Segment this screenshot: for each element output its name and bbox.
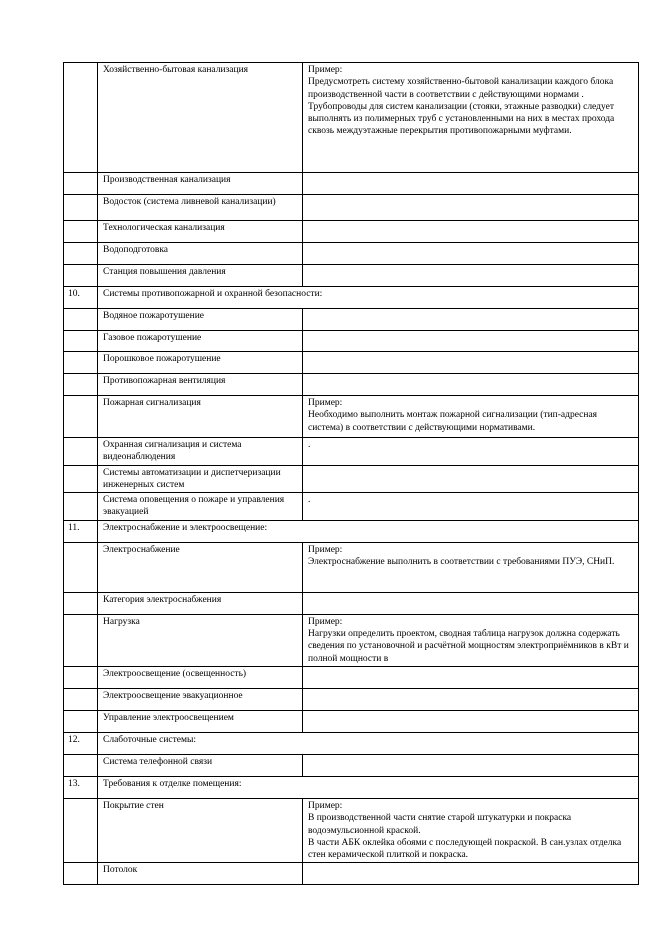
number-cell (64, 592, 98, 614)
note-cell (303, 465, 639, 493)
item-label: Охранная сигнализация и система видеонаблюдения (98, 438, 303, 466)
table-row (64, 688, 639, 710)
note-cell (303, 688, 639, 710)
section-row (64, 776, 639, 798)
table-row (64, 396, 639, 438)
item-label: Покрытие стен (98, 798, 303, 862)
note-cell (303, 63, 639, 173)
item-label: Нагрузка (98, 614, 303, 666)
table-row (64, 438, 639, 466)
table-row (64, 614, 639, 666)
section-title: Электроснабжение и электроосвещение: (98, 520, 639, 542)
item-label: Водяное пожаротушение (98, 309, 303, 331)
item-label: Управление электроосвещением (98, 710, 303, 732)
table-row (64, 592, 639, 614)
item-label: Потолок (98, 863, 303, 885)
section-number: 13. (64, 776, 98, 798)
item-label: Газовое пожаротушение (98, 331, 303, 352)
section-row (64, 732, 639, 754)
number-cell (64, 798, 98, 862)
number-cell (64, 63, 98, 173)
note-text: Нагрузки определить проектом, сводная таблица нагрузок должна содержать сведения по установочной и расчётной мощностям электроприёмников в кВт и полной мощности в (308, 629, 629, 664)
table-row (64, 710, 639, 732)
section-row (64, 520, 639, 542)
example-label: Пример: (308, 800, 343, 811)
note-cell (303, 173, 639, 195)
item-label: Станция повышения давления (98, 265, 303, 287)
table-row (64, 265, 639, 287)
note-cell (303, 710, 639, 732)
table-row (64, 63, 639, 173)
table-row (64, 493, 639, 521)
note-cell (303, 754, 639, 776)
item-label: Пожарная сигнализация (98, 396, 303, 438)
table-row (64, 542, 639, 592)
number-cell (64, 243, 98, 265)
example-label: Пример: (308, 544, 343, 555)
section-title: Системы противопожарной и охранной безопасности: (98, 287, 639, 309)
note-cell (303, 309, 639, 331)
item-label: Система телефонной связи (98, 754, 303, 776)
section-title: Требования к отделке помещения: (98, 776, 639, 798)
number-cell (64, 331, 98, 352)
table-row (64, 173, 639, 195)
note-cell (303, 352, 639, 374)
number-cell (64, 438, 98, 466)
item-label: Противопожарная вентиляция (98, 374, 303, 396)
number-cell (64, 666, 98, 688)
table-row (64, 754, 639, 776)
item-label: Категория электроснабжения (98, 592, 303, 614)
table-row (64, 243, 639, 265)
note-cell (303, 331, 639, 352)
number-cell (64, 173, 98, 195)
note-cell (303, 863, 639, 885)
table-row (64, 195, 639, 221)
item-label: Производственная канализация (98, 173, 303, 195)
item-label: Электроснабжение (98, 542, 303, 592)
note-text: . (308, 495, 311, 506)
number-cell (64, 754, 98, 776)
note-cell (303, 438, 639, 466)
note-text: Предусмотреть систему хозяйственно-бытовой канализации каждого блока производственной части в соответствии с действующими нормами . (308, 77, 614, 100)
table-row (64, 798, 639, 862)
number-cell (64, 396, 98, 438)
table-row (64, 221, 639, 243)
section-title: Слаботочные системы: (98, 732, 639, 754)
note-text: В части АБК оклейка обоями с последующей покраской. В сан.узлах отделка стен керамической плиткой и покраска. (308, 837, 622, 861)
note-cell (303, 374, 639, 396)
example-label: Пример: (308, 616, 343, 627)
note-cell (303, 614, 639, 666)
number-cell (64, 374, 98, 396)
number-cell (64, 688, 98, 710)
note-text: Электроснабжение выполнить в соответствии с требованиями ПУЭ, СНиП. (308, 557, 615, 568)
note-cell (303, 592, 639, 614)
number-cell (64, 309, 98, 331)
number-cell (64, 195, 98, 221)
item-label: Система оповещения о пожаре и управления эвакуацией (98, 493, 303, 521)
table-row (64, 374, 639, 396)
note-cell (303, 542, 639, 592)
section-number: 10. (64, 287, 98, 309)
number-cell (64, 265, 98, 287)
note-cell (303, 798, 639, 862)
item-label: Водоподготовка (98, 243, 303, 265)
number-cell (64, 352, 98, 374)
section-number: 11. (64, 520, 98, 542)
number-cell (64, 221, 98, 243)
note-cell (303, 666, 639, 688)
section-row (64, 287, 639, 309)
item-label: Системы автоматизации и диспетчеризации инженерных систем (98, 465, 303, 493)
number-cell (64, 710, 98, 732)
item-label: Электроосвещение эвакуационное (98, 688, 303, 710)
item-label: Водосток (система ливневой канализации) (98, 195, 303, 221)
item-label: Хозяйственно-бытовая канализация (98, 63, 303, 173)
note-cell (303, 195, 639, 221)
table-row (64, 309, 639, 331)
note-text: . (308, 440, 311, 450)
note-text: Трубопроводы для систем канализации (стояки, этажные разводки) следует выполнять из полимерных труб с установленными на них в местах прохода сквозь междуэтажные перекрытия противопожарными муфтами. (308, 101, 615, 137)
table-row (64, 352, 639, 374)
note-cell (303, 221, 639, 243)
table-row (64, 863, 639, 885)
section-number: 12. (64, 732, 98, 754)
note-text: В производственной части снятие старой штукатурки и покраска водоэмульсионной краской. (308, 813, 572, 836)
number-cell (64, 465, 98, 493)
number-cell (64, 542, 98, 592)
requirements-table (63, 62, 639, 885)
number-cell (64, 614, 98, 666)
table-row (64, 666, 639, 688)
note-text: Необходимо выполнить монтаж пожарной сигнализации (тип-адресная система) в соответствии с действующими нормативами. (308, 410, 598, 433)
note-cell (303, 493, 639, 521)
table-row (64, 465, 639, 493)
example-label: Пример: (308, 65, 343, 75)
example-label: Пример: (308, 398, 343, 408)
item-label: Порошковое пожаротушение (98, 352, 303, 374)
table-row (64, 331, 639, 352)
note-cell (303, 265, 639, 287)
note-cell (303, 243, 639, 265)
note-cell (303, 396, 639, 438)
item-label: Электроосвещение (освещенность) (98, 666, 303, 688)
number-cell (64, 493, 98, 521)
number-cell (64, 863, 98, 885)
item-label: Технологическая канализация (98, 221, 303, 243)
